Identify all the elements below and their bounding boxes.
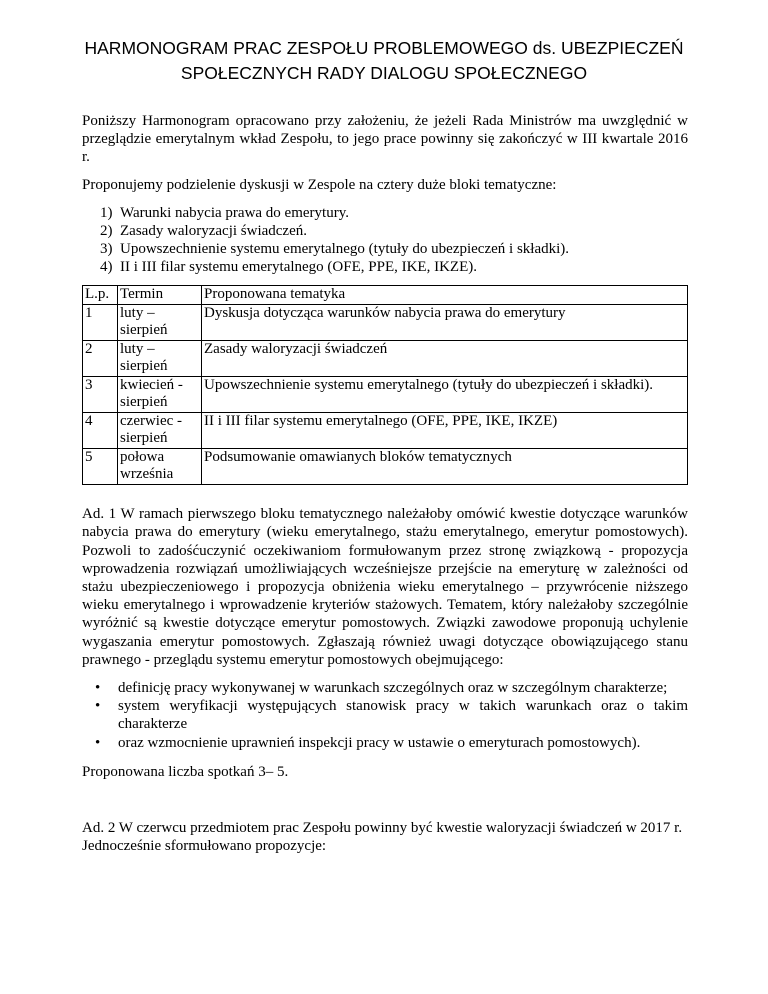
list-text: Warunki nabycia prawa do emerytury. [120,204,349,221]
cell-topic: Dyskusja dotycząca warunków nabycia prawa do emerytury [202,305,688,341]
header-lp: L.p. [83,285,118,305]
table-header-row [83,285,688,305]
bullet-icon: • [95,734,101,751]
header-topic: Proponowana tematyka [202,285,688,305]
cell-term: luty – sierpień [118,341,202,377]
title-line-1: HARMONOGRAM PRAC ZESPOŁU PROBLEMOWEGO ds. UBEZPIECZEŃ [84,38,684,58]
bridging-pensions-list [82,679,688,752]
bullet-item [82,679,688,697]
list-item [82,258,688,276]
document-body [82,112,688,855]
cell-term: czerwiec - sierpień [118,413,202,449]
list-number: 3) [100,241,113,258]
proposal-paragraph: Proponujemy podzielenie dyskusji w Zespole na cztery duże bloki tematyczne: [82,176,557,193]
table-row [83,413,688,449]
bullet-icon: • [95,679,101,696]
list-text: Upowszechnienie systemu emerytalnego (tytuły do ubezpieczeń i składki). [120,241,570,258]
list-number: 1) [100,204,113,221]
cell-term: kwiecień - sierpień [118,377,202,413]
list-item [82,204,688,222]
ad1-paragraph: Ad. 1 W ramach pierwszego bloku tematycznego należałoby omówić kwestie dotyczące warunków nabycia prawa do emerytury (wieku emerytalnego, stażu emerytalnego, emerytur pomostowych). Pozwoli to zadośćuczynić oczekiwaniom formułowanym przez stronę związkową - propozycja wprowadzenia rozwiązań umożliwiających wcześniejsze przejście na emeryturę w zależności od stażu ubezpieczeniowego i propozycja obniżenia wieku emerytalnego – przywrócenie niższego wieku emerytalnego i wprowadzenie kryteriów stażowych. Tematem, który należałoby szczególnie wyróżnić są kwestie dotyczące emerytur pomostowych. Związki zawodowe proponują uchylenie wygaszania emerytur pomostowych. Zgłaszają również uwagi dotyczące obowiązującego stanu prawnego - przeglądu systemu emerytur pomostowych obejmującego: [82,506,688,668]
bullet-text: system weryfikacji występujących stanowisk pracy w takich warunkach oraz o takim charakterze [118,698,688,733]
cell-topic: II i III filar systemu emerytalnego (OFE, PPE, IKE, IKZE) [202,413,688,449]
cell-lp: 4 [83,413,118,449]
ad2-paragraph: Ad. 2 W czerwcu przedmiotem prac Zespołu powinny być kwestie waloryzacji świadczeń w 2017 r. Jednocześnie sformułowano propozycje: [82,819,683,855]
list-text: Zasady waloryzacji świadczeń. [120,223,307,240]
table-row [83,341,688,377]
cell-topic: Zasady waloryzacji świadczeń [202,341,688,377]
cell-term: połowa września [118,449,202,485]
bullet-text: definicję pracy wykonywanej w warunkach szczególnych oraz w szczególnym charakterze; [118,679,668,696]
list-number: 4) [100,259,113,276]
table-row [83,377,688,413]
cell-topic: Podsumowanie omawianych bloków tematycznych [202,449,688,485]
title-line-2: SPOŁECZNYCH RADY DIALOGU SPOŁECZNEGO [180,63,588,83]
cell-term: luty – sierpień [118,305,202,341]
thematic-blocks-list [82,204,688,277]
header-term: Termin [118,285,202,305]
list-item [82,222,688,240]
cell-lp: 1 [83,305,118,341]
table-row [83,305,688,341]
document-title [0,36,768,86]
cell-lp: 3 [83,377,118,413]
list-text: II i III filar systemu emerytalnego (OFE, PPE, IKE, IKZE). [120,259,477,276]
cell-lp: 2 [83,341,118,377]
list-item [82,240,688,258]
bullet-item [82,734,688,752]
bullet-icon: • [95,698,101,715]
cell-lp: 5 [83,449,118,485]
schedule-table [82,285,688,486]
table-row [83,449,688,485]
list-number: 2) [100,223,113,240]
bullet-item [82,697,688,733]
meetings-count: Proponowana liczba spotkań 3– 5. [82,763,289,780]
bullet-text: oraz wzmocnienie uprawnień inspekcji pracy w ustawie o emeryturach pomostowych). [118,734,641,751]
intro-paragraph: Poniższy Harmonogram opracowano przy założeniu, że jeżeli Rada Ministrów ma uwzględnić w przeglądzie emerytalnym wkład Zespołu, to jego prace powinny się zakończyć w III kwartale 2016 r. [82,113,688,166]
cell-topic: Upowszechnienie systemu emerytalnego (tytuły do ubezpieczeń i składki). [202,377,688,413]
